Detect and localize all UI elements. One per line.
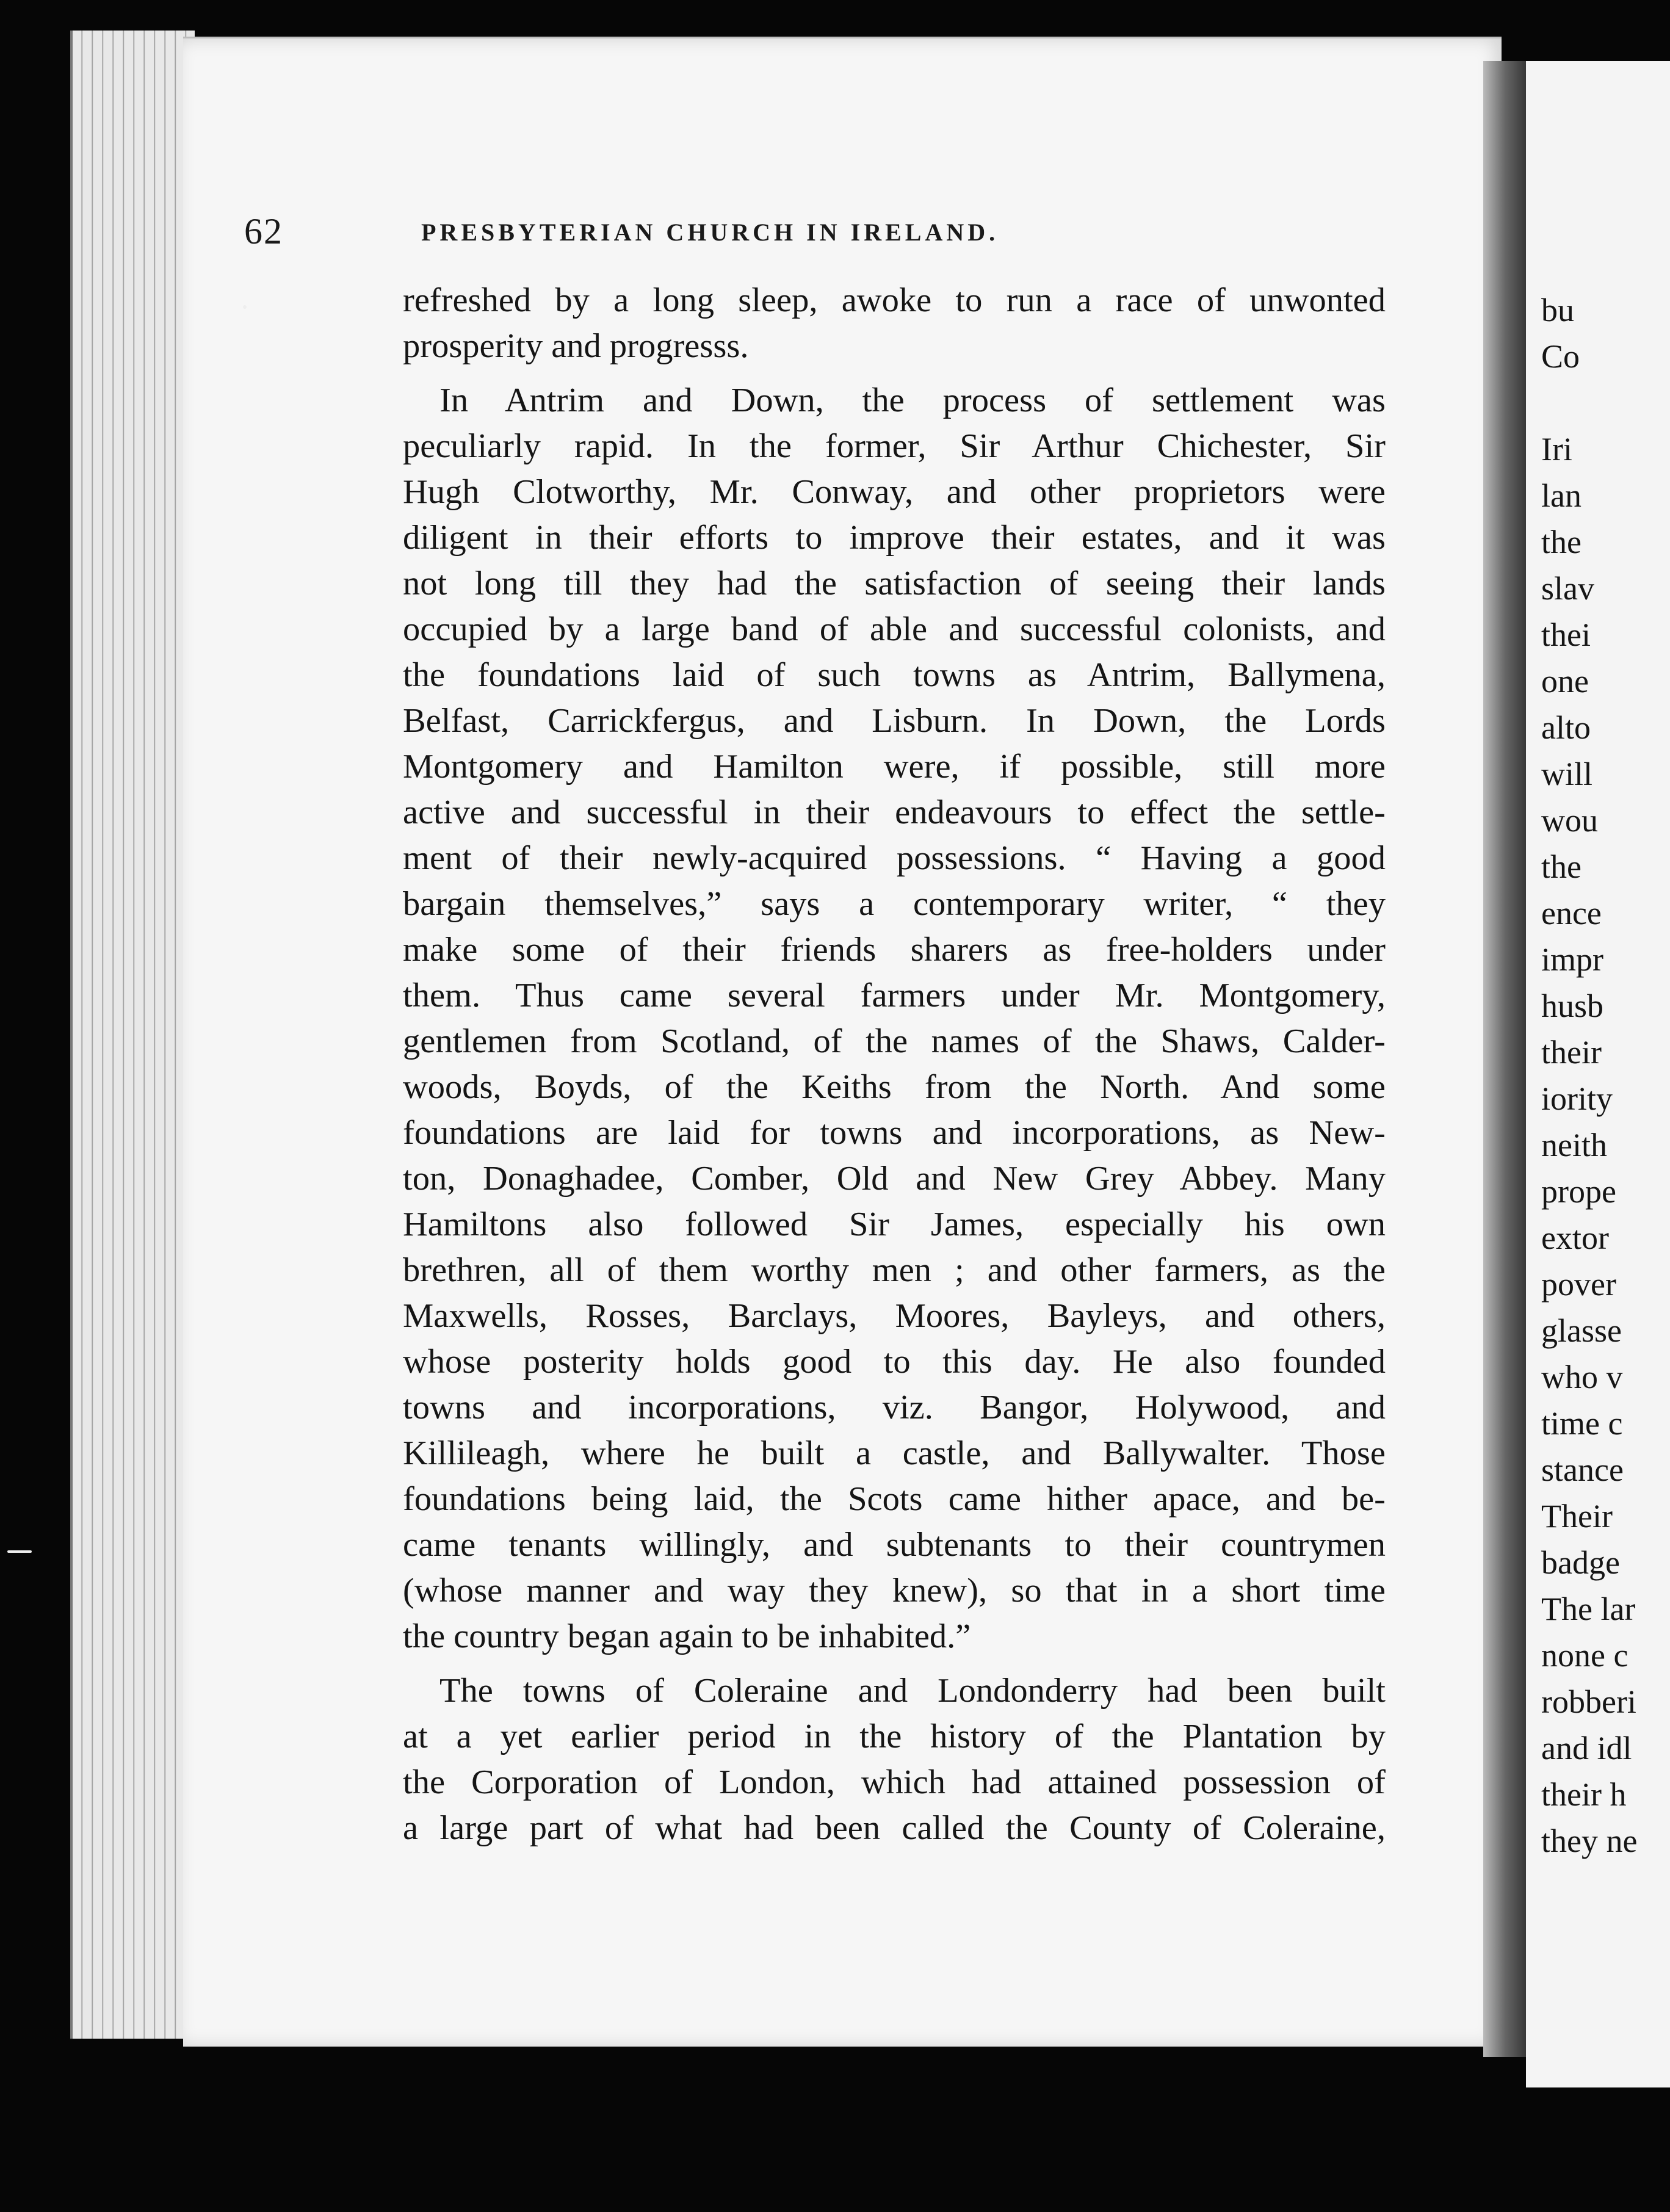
right-page-line: extor <box>1541 1220 1609 1256</box>
page-number: 62 <box>244 211 283 251</box>
text-line: towns and incorporations, viz. Bangor, Holywood, and <box>403 1389 1386 1426</box>
text-line: them. Thus came several farmers under Mr. Montgomery, <box>403 977 1386 1014</box>
text-line: Montgomery and Hamilton were, if possible, still more <box>403 748 1386 786</box>
paragraph-gap <box>403 369 1386 378</box>
text-line: Maxwells, Rosses, Barclays, Moores, Bayleys, and others, <box>403 1297 1386 1335</box>
paragraph-gap <box>403 1660 1386 1668</box>
right-page-line: pover <box>1541 1266 1616 1303</box>
right-page-line: who v <box>1541 1359 1623 1395</box>
right-page-line: the <box>1541 848 1581 885</box>
right-page-line: neith <box>1541 1127 1607 1163</box>
right-page-text <box>1541 287 1670 1864</box>
right-page-line: bu <box>1541 292 1574 328</box>
text-line: refreshed by a long sleep, awoke to run a race of unwonted <box>403 281 1386 319</box>
running-title: PRESBYTERIAN CHURCH IN IRELAND. <box>421 219 999 246</box>
right-page-line: they ne <box>1541 1823 1638 1859</box>
right-page-line: and idl <box>1541 1730 1632 1766</box>
right-page-line: iority <box>1541 1080 1613 1117</box>
right-page-line: slav <box>1541 570 1594 607</box>
right-page-line: husb <box>1541 988 1604 1024</box>
text-line: The towns of Coleraine and Londonderry had been built <box>439 1672 1386 1710</box>
text-line: whose posterity holds good to this day. He also founded <box>403 1343 1386 1381</box>
right-page-line: one <box>1541 663 1589 699</box>
text-line: at a yet earlier period in the history of the Plantation by <box>403 1718 1386 1755</box>
text-line: bargain themselves,” says a contemporary writer, “ they <box>403 885 1386 923</box>
right-page-line: thei <box>1541 616 1591 653</box>
text-line: ton, Donaghadee, Comber, Old and New Grey Abbey. Many <box>403 1160 1386 1198</box>
right-page-line: prope <box>1541 1173 1616 1210</box>
right-page-line: will <box>1541 756 1593 792</box>
body-text <box>403 278 1386 1851</box>
text-line: occupied by a large band of able and successful colonists, and <box>403 610 1386 648</box>
text-line: prosperity and progresss. <box>403 327 749 365</box>
right-page-line: robberi <box>1541 1683 1636 1720</box>
text-line: make some of their friends sharers as free-holders under <box>403 931 1386 969</box>
text-line: the country began again to be inhabited.” <box>403 1617 971 1655</box>
right-page-line: Co <box>1541 338 1580 375</box>
right-page-line: badge <box>1541 1544 1620 1581</box>
text-line: active and successful in their endeavours to effect the settle- <box>403 793 1386 831</box>
speck-mark <box>7 1550 32 1553</box>
right-page-line: Their <box>1541 1498 1613 1534</box>
text-line: came tenants willingly, and subtenants to their countrymen <box>403 1526 1386 1564</box>
right-page-line: impr <box>1541 941 1603 978</box>
text-line: brethren, all of them worthy men ; and other farmers, as the <box>403 1251 1386 1289</box>
text-line: the Corporation of London, which had attained possession of <box>403 1763 1386 1801</box>
text-line: gentlemen from Scotland, of the names of the Shaws, Calder- <box>403 1022 1386 1060</box>
text-line: the foundations laid of such towns as Antrim, Ballymena, <box>403 656 1386 694</box>
text-line: Killileagh, where he built a castle, and Ballywalter. Those <box>403 1434 1386 1472</box>
right-page-line: alto <box>1541 709 1591 746</box>
right-page-line: none c <box>1541 1637 1628 1674</box>
text-line: In Antrim and Down, the process of settlement was <box>439 381 1386 419</box>
text-line: foundations are laid for towns and incorporations, as New- <box>403 1114 1386 1152</box>
book-gutter <box>1483 61 1532 2057</box>
text-line: woods, Boyds, of the Keiths from the North. And some <box>403 1068 1386 1106</box>
text-line: a large part of what had been called the County of Coleraine, <box>403 1809 1386 1847</box>
right-page-line: ence <box>1541 895 1602 931</box>
right-page-line: lan <box>1541 477 1581 514</box>
text-line: diligent in their efforts to improve their estates, and it was <box>403 519 1386 557</box>
right-page-line: wou <box>1541 802 1598 839</box>
right-page-line: their <box>1541 1034 1602 1071</box>
right-page-line: stance <box>1541 1451 1624 1488</box>
text-line: not long till they had the satisfaction of seeing their lands <box>403 565 1386 602</box>
right-page-line: The lar <box>1541 1591 1636 1627</box>
text-line: (whose manner and way they knew), so that in a short time <box>403 1572 1386 1610</box>
text-line: ment of their newly-acquired possessions. “ Having a good <box>403 839 1386 877</box>
speck-mark <box>243 305 247 309</box>
right-page-line: their h <box>1541 1776 1627 1813</box>
right-page-line: time c <box>1541 1405 1623 1442</box>
running-head <box>244 211 1184 253</box>
right-page-line: Iri <box>1541 431 1572 468</box>
text-line: Hamiltons also followed Sir James, especially his own <box>403 1205 1386 1243</box>
right-page-line: glasse <box>1541 1312 1622 1349</box>
text-line: Belfast, Carrickfergus, and Lisburn. In Down, the Lords <box>403 702 1386 740</box>
text-line: peculiarly rapid. In the former, Sir Arthur Chichester, Sir <box>403 427 1386 465</box>
text-line: foundations being laid, the Scots came hither apace, and be- <box>403 1480 1386 1518</box>
right-page-line: the <box>1541 524 1581 560</box>
right-page-line <box>1541 380 1670 426</box>
page-edges <box>70 31 195 2039</box>
text-line: Hugh Clotworthy, Mr. Conway, and other proprietors were <box>403 473 1386 511</box>
